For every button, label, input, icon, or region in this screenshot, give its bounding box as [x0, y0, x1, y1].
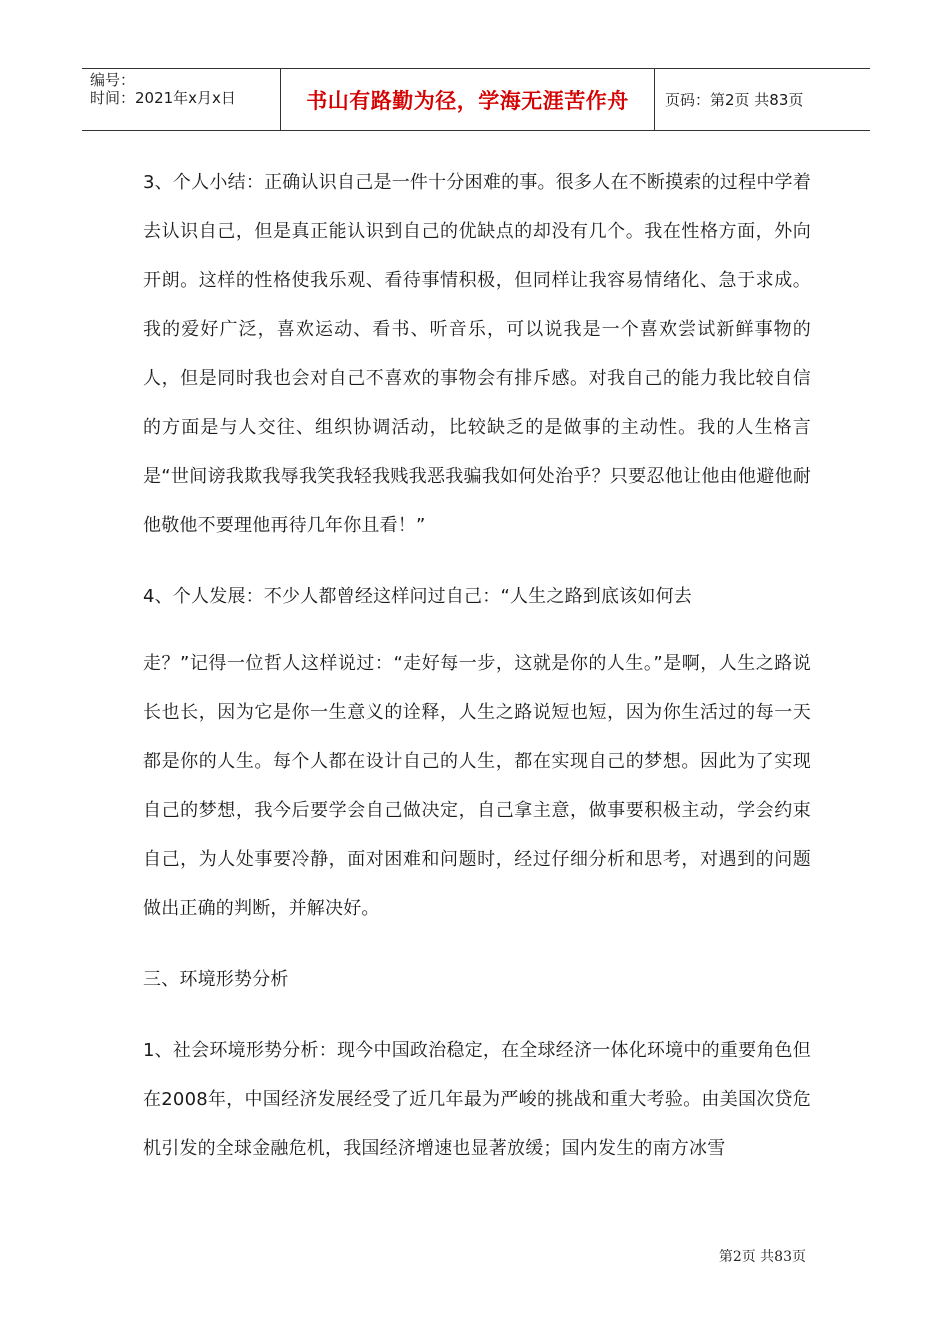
header-page-info: 页码：第2页 共83页: [665, 91, 804, 109]
header-page-cell: [655, 69, 870, 130]
document-body: [143, 158, 811, 1173]
paragraph-personal-development-intro: 4、个人发展：不少人都曾经这样问过自己：“人生之路到底该如何去: [143, 586, 692, 607]
time-label: 时间：2021年x月x日: [90, 89, 236, 107]
section-heading-environment: 三、环境形势分析: [143, 969, 289, 990]
paragraph-personal-development: 走？”记得一位哲人这样说过：“走好每一步，这就是你的人生。”是啊，人生之路说长也长，因为它是你一生意义的诠释，人生之路说短也短，因为你生活过的每一天都是你的人生。每个人都在设计自己的人生，都在实现自己的梦想。因此为了实现自己的梦想，我今后要学会自己做决定，自己拿主意，做事要积极主动，学会约束自己，为人处事要冷静，面对困难和问题时，经过仔细分析和思考，对遇到的问题做出正确的判断，并解决好。: [143, 653, 811, 919]
header-motto-cell: [281, 69, 655, 130]
serial-label: 编号：: [90, 71, 136, 89]
page-footer: 第2页 共83页: [718, 1249, 806, 1265]
motto-text: 书山有路勤为径，学海无涯苦作舟: [306, 88, 629, 113]
page-header: [82, 68, 870, 131]
header-meta-cell: [82, 69, 281, 130]
paragraph-social-environment: 1、社会环境形势分析：现今中国政治稳定，在全球经济一体化环境中的重要角色但在2008年，中国经济发展经受了近几年最为严峻的挑战和重大考验。由美国次贷危机引发的全球金融危机，我国经济增速也显著放缓；国内发生的南方冰雪: [143, 1040, 811, 1159]
paragraph-personal-summary: 3、个人小结：正确认识自己是一件十分困难的事。很多人在不断摸索的过程中学着去认识自己，但是真正能认识到自己的优缺点的却没有几个。我在性格方面，外向开朗。这样的性格使我乐观、看待事情积极，但同样让我容易情绪化、急于求成。我的爱好广泛，喜欢运动、看书、听音乐，可以说我是一个喜欢尝试新鲜事物的人，但是同时我也会对自己不喜欢的事物会有排斥感。对我自己的能力我比较自信的方面是与人交往、组织协调活动，比较缺乏的是做事的主动性。我的人生格言是“世间谤我欺我辱我笑我轻我贱我恶我骗我如何处治乎？只要忍他让他由他避他耐他敬他不要理他再待几年你且看！”: [143, 172, 811, 536]
